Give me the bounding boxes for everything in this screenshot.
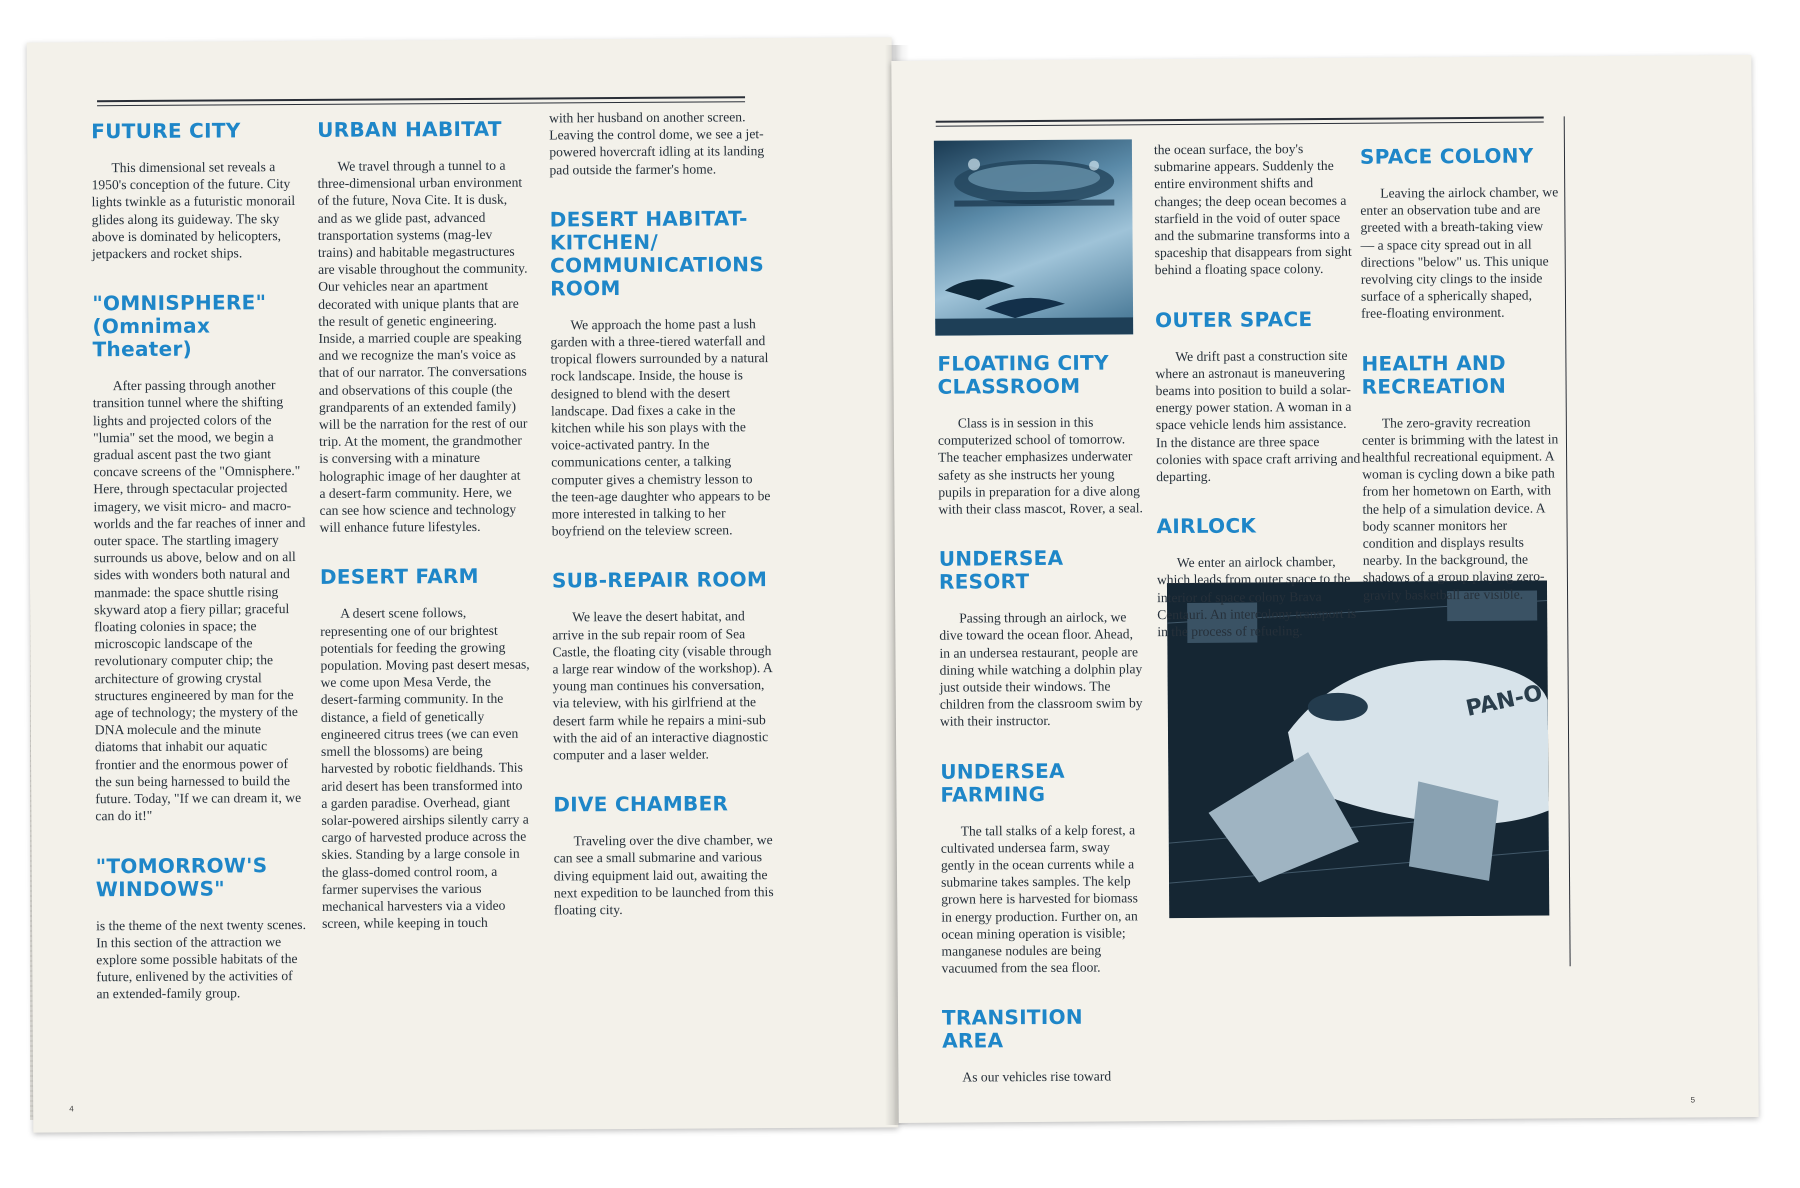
heading-line: RECREATION xyxy=(1361,373,1507,399)
body-undersea-resort: Passing through an airlock, we dive toward the ocean floor. Ahead, in an undersea restaurant, people are dining while watching a dolphin play just outside their windows. The children from the classroom swim by with their instructor. xyxy=(939,609,1143,730)
heading-undersea-resort: UNDERSEA RESORT xyxy=(938,546,1064,594)
left-column-2 xyxy=(317,118,532,963)
heading-airlock: AIRLOCK xyxy=(1156,513,1257,539)
heading-sub-repair: SUB-REPAIR ROOM xyxy=(551,567,768,593)
heading-line: FLOATING CITY xyxy=(937,350,1109,376)
undersea-illustration xyxy=(934,139,1133,335)
left-column-3 xyxy=(549,108,774,949)
section-omnisphere xyxy=(92,291,307,825)
body-continuation: with her husband on another screen. Leaving the control dome, we see a jet-powered hovercraft idling at its landing pad outside the farmer's home. xyxy=(549,109,765,178)
section-sub-repair xyxy=(552,569,773,764)
section-outer-space xyxy=(1155,307,1361,485)
body-urban-habitat: We travel through a tunnel to a three-dimensional urban environment of the future, Nova Cite. It is dusk, and as we glide past, advanced transportation systems (mag-lev trains) and habitable megastructures are visable throughout the community. Our vehicles near an apartment decorated with unique plants that are the result of genetic engineering. Inside, a married couple are speaking and we recognize the man's voice as that of our narrator. The conversations and observations of this couple (the grandparents of an extended family) will be the narration for the rest of our trip. At the moment, the grandmother is conversing with a minature holographic image of her daughter at a desert-farm community. Here, we can see how science and technology will enhance future lifestyles. xyxy=(317,157,528,536)
body-floating-city: Class is in session in this computerized school of tomorrow. The teacher emphasizes underwater safety as she instructs her young pupils in preparation for a dive along with their class mascot, Rover, a seal. xyxy=(937,414,1143,517)
heading-line: "TOMORROW'S xyxy=(95,852,268,878)
section-tomorrows-windows xyxy=(96,853,309,1002)
body-desert-habitat: We approach the home past a lush garden with a three-tiered waterfall and tropical flowers surrounded by a natural rock landscape. Inside, the house is designed to blend with the desert landscape. Dad fixes a cake in the kitchen while his son plays with the voice-activated pantry. In the communications center, a talking computer gives a chemistry lesson to the teen-age daughter who appears to be more interested in talking to her boyfriend on the teleview screen. xyxy=(550,316,771,539)
heading-urban-habitat: URBAN HABITAT xyxy=(317,116,502,142)
body-outer-space: We drift past a construction site where an astronaut is maneuvering beams into position to build a solar-energy power station. A woman in a space vehicle lends him assistance. In the distance are three space colonies with space craft arriving and departing. xyxy=(1155,347,1361,485)
body-desert-farm: A desert scene follows, representing one of our brightest potentials for feeding the growing population. Moving past desert mesas, we come upon Mesa Verde, the desert-farming community. In the distance, a field of genetically engineered citrus trees (we can even smell the blossoms) are being harvested by robotic fieldhands. This arid desert has been transformed into a garden paradise. Overhead, giant solar-powered airships silently carry a cargo of harvested produce across the skies. Standing by a large console in the glass-domed control room, a farmer supervises the various mechanical harvesters via a video screen, while keeping in touch xyxy=(320,605,530,931)
heading-line: CLASSROOM xyxy=(937,373,1081,399)
heading-space-colony: SPACE COLONY xyxy=(1359,143,1534,169)
header-rule-thin xyxy=(936,121,1544,126)
left-page xyxy=(27,37,899,1132)
body-space-colony: Leaving the airlock chamber, we enter an observation tube and are greeted with a breath-taking view — a space city spread out in all directions "below" us. This unique revolving city clings to the inside surface of a spherically shaped, free-floating environment. xyxy=(1360,184,1559,322)
section-floating-city xyxy=(937,351,1143,518)
heading-transition-area: TRANSITION AREA xyxy=(941,1005,1084,1054)
heading-line: DESERT HABITAT- xyxy=(549,206,748,232)
heading-line: HEALTH AND xyxy=(1361,350,1506,376)
section-undersea-farming xyxy=(940,759,1147,977)
right-page xyxy=(891,55,1758,1123)
undersea-photo xyxy=(934,139,1133,335)
body-continuation-right: the ocean surface, the boy's submarine appears. Suddenly the entire environment shifts and changes; the deep ocean becomes a starfield in the void of outer space and the submarine transforms into a spaceship that disappears from sight behind a floating space colony. xyxy=(1153,141,1352,278)
header-rule-thin xyxy=(97,101,745,106)
heading-health xyxy=(1361,351,1559,398)
section-urban-habitat xyxy=(317,118,530,537)
heading-line: (Omnimax Theater) xyxy=(92,313,211,362)
body-future-city: This dimensional set reveals a 1950's conception of the future. City lights twinkle as a futuristic monorail glides along its guideway. The sky above is dominated by helicopters, jetpackers and rocket ships. xyxy=(91,159,296,262)
heading-tomorrows-windows xyxy=(96,853,308,900)
body-tomorrows-windows: is the theme of the next twenty scenes. In this section of the attraction we explore some possible habitats of the future, enlivened by the activities of an extended-family group. xyxy=(96,916,307,1002)
heading-line: KITCHEN/ xyxy=(549,229,659,255)
heading-line: COMMUNICATIONS xyxy=(549,251,765,278)
heading-future-city: FUTURE CITY xyxy=(91,118,241,144)
heading-outer-space: OUTER SPACE xyxy=(1155,306,1313,332)
heading-desert-farm: DESERT FARM xyxy=(319,564,479,590)
section-health xyxy=(1361,351,1561,604)
section-dive-chamber xyxy=(553,792,774,918)
left-column-1 xyxy=(91,119,309,1033)
right-column-3 xyxy=(1360,144,1561,633)
body-omnisphere: After passing through another transition tunnel where the shifting lights and projected colors of the "lumia" set the mood, we begin a gradual ascent past the two giant concave screens of the "Omnisphere." Here, through spectacular projected imagery, we visit micro- and macro-worlds and the far reaches of inner and outer space. The startling imagery surrounds us above, below and on all sides with wonders both natural and manmade: the space shuttle rising skyward atop a fiery pillar; graceful floating colonies in space; the microscopic landscape of the revolutionary computer chip; the architecture of growing crystal structures engineered by man for the age of technology; the mystery of the DNA molecule and the minute diatoms that inhabit our aquatic frontier and the enormous power of the sun being harnessed to build the future. Today, "If we can dream it, we can do it!" xyxy=(92,377,306,824)
section-desert-farm xyxy=(320,565,532,932)
section-desert-habitat xyxy=(550,207,772,540)
body-sub-repair: We leave the desert habitat, and arrive in the sub repair room of Sea Castle, the floating city (visable through a large rear window of the workshop). A young man continues his conversation, via teleview, with his girlfriend at the desert farm while he repairs a mini-sub with the aid of an interactive diagnostic computer and a laser welder. xyxy=(552,608,773,763)
page-number-left: 4 xyxy=(69,1104,74,1114)
heading-dive-chamber: DIVE CHAMBER xyxy=(553,791,729,817)
heading-omnisphere xyxy=(92,291,304,361)
heading-undersea-farming: UNDERSEA FARMING xyxy=(940,758,1065,807)
body-undersea-farming: The tall stalks of a kelp forest, a cultivated undersea farm, sway gently in the ocean currents while a submarine takes samples. The kelp grown here is harvested for biomass in energy production. Further on, an ocean mining operation is visible; manganese nodules are being vacuumed from the sea floor. xyxy=(940,821,1138,976)
heading-line: ROOM xyxy=(550,275,621,301)
body-dive-chamber: Traveling over the dive chamber, we can see a small submarine and various diving equipment laid out, awaiting the next expedition to be launched from this floating city. xyxy=(553,832,774,918)
ship-label: PAN-O xyxy=(1463,680,1545,722)
body-airlock: We enter an airlock chamber, which leads from outer space to the interior of space colony Brava Centauri. An intercolony transport is in the process of refueling. xyxy=(1156,554,1357,640)
body-health: The zero-gravity recreation center is brimming with the latest in healthful recreational equipment. A woman is cycling down a bike path from her hometown on Earth, with the help of a simulation device. A body scanner monitors her condition and displays results nearby. In the background, the shadows of a group playing zero-gravity basketball are visible. xyxy=(1361,414,1559,603)
body-transition-area: As our vehicles rise toward xyxy=(962,1068,1112,1086)
section-future-city xyxy=(91,119,304,263)
right-column-1 xyxy=(937,351,1147,1116)
right-column-2 xyxy=(1154,140,1363,671)
section-continuation xyxy=(549,108,769,178)
margin-rule xyxy=(1564,116,1571,966)
heading-floating-city xyxy=(937,351,1142,398)
section-continuation-right xyxy=(1154,140,1360,279)
heading-line: WINDOWS" xyxy=(95,875,226,901)
heading-line: "OMNISPHERE" xyxy=(92,290,267,316)
heading-desert-habitat xyxy=(550,207,771,300)
section-undersea-resort xyxy=(939,546,1145,730)
section-transition-area xyxy=(942,1006,1148,1087)
page-number-right: 5 xyxy=(1690,1095,1696,1105)
section-airlock xyxy=(1156,514,1362,640)
section-space-colony xyxy=(1360,144,1559,322)
